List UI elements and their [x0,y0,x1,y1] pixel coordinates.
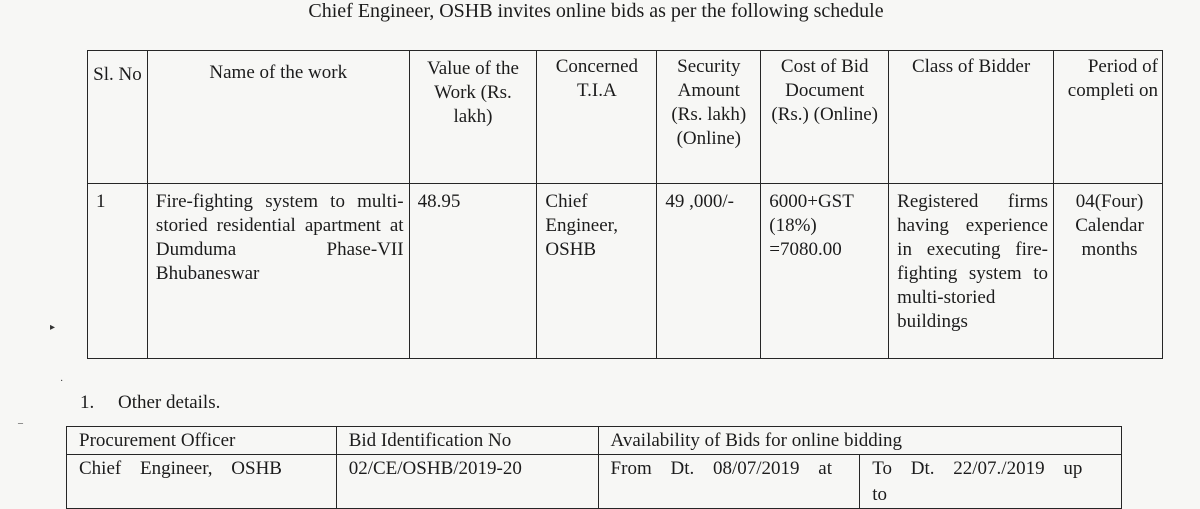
header-procurement-officer: Procurement Officer [67,427,337,455]
cell-sl-no: 1 [88,184,148,359]
header-bid-identification-no: Bid Identification No [336,427,598,455]
details-header-row [67,427,1122,455]
cell-class-of-bidder: Registered firms having experience in executing fire-fighting system to multi-storied buildings [889,184,1054,359]
notice-heading: Chief Engineer, OSHB invites online bids as per the following schedule [308,0,884,22]
header-class-of-bidder: Class of Bidder [889,51,1054,184]
cell-period-of-completion: 04(Four) Calendar months [1054,184,1163,359]
cell-bid-identification-no: 02/CE/OSHB/2019-20 [336,455,598,509]
header-availability-of-bids: Availability of Bids for online bidding [598,427,1121,455]
header-sl-no: Sl. No [88,51,148,184]
header-concerned-tia: Concerned T.I.A [537,51,657,184]
header-period-of-completion: Period of completi on [1054,51,1163,184]
header-security-amount: Security Amount (Rs. lakh) (Online) [657,51,761,184]
other-details-label: Other details. [118,392,221,413]
cell-availability-from: From Dt. 08/07/2019 at [598,455,860,509]
header-cost-of-bid-document: Cost of Bid Document (Rs.) (Online) [761,51,889,184]
header-name-of-work: Name of the work [147,51,409,184]
header-value-of-work: Value of the Work (Rs. lakh) [409,51,537,184]
cell-concerned-tia: Chief Engineer, OSHB [537,184,657,359]
table-row [88,184,1163,359]
procurement-details-table [66,426,1122,509]
cell-value-of-work: 48.95 [409,184,537,359]
other-details-number: 1. [80,392,95,413]
cell-security-amount: 49 ,000/- [657,184,761,359]
details-row [67,455,1122,509]
cell-procurement-officer: Chief Engineer, OSHB [67,455,337,509]
bid-schedule-table [87,50,1163,359]
scan-speck: – [18,418,23,429]
cell-name-of-work: Fire-fighting system to multi-storied residential apartment at Dumduma Phase-VII Bhubaneswar [147,184,409,359]
scan-speck: · [60,376,64,387]
other-details-heading [80,392,220,414]
scan-speck: ▸ [50,322,56,333]
table-header-row [88,51,1163,184]
cell-availability-to: To Dt. 22/07./2019 up to [860,455,1122,509]
cell-cost-of-bid-document: 6000+GST (18%) =7080.00 [761,184,889,359]
